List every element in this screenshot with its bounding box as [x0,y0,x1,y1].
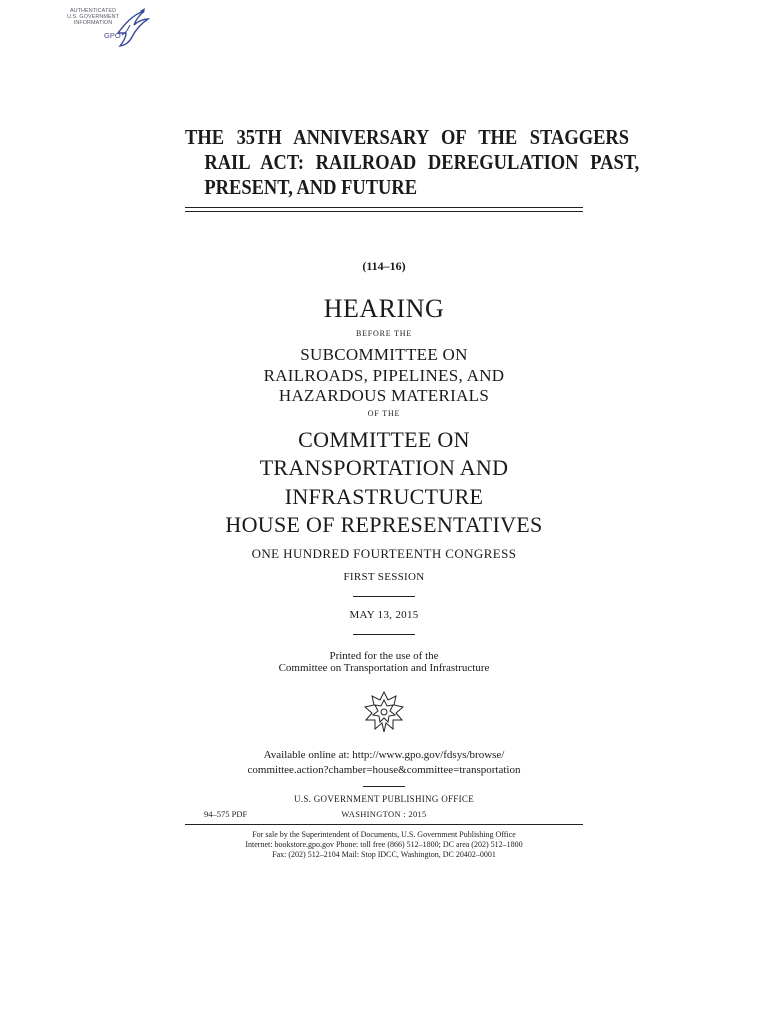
committee-line-3: INFRASTRUCTURE [284,484,484,509]
divider [353,596,415,597]
title-rule-bottom [185,211,583,212]
divider [353,634,415,635]
subcommittee-line-1: SUBCOMMITTEE ON [300,345,468,364]
logo-text-line: INFORMATION [73,20,113,26]
printed-for-line-1: Printed for the use of the [329,650,439,662]
document-number: 94–575 PDF [204,809,248,819]
sale-info-line-2: Internet: bookstore.gpo.gov Phone: toll free (866) 512–1800; DC area (202) 512–1800 [245,840,523,849]
before-the-label: BEFORE THE [355,329,413,338]
government-seal-icon [362,690,406,734]
footer-rule [185,824,583,825]
committee-line-2: TRANSPORTATION AND [259,455,509,480]
subcommittee-line-3: HAZARDOUS MATERIALS [278,386,490,405]
session-label: FIRST SESSION [343,571,425,583]
logo-text-line: U.S. GOVERNMENT [66,14,120,20]
document-title [185,125,640,200]
publication-location: WASHINGTON : 2015 [341,809,427,819]
committee-line-1: COMMITTEE ON [298,427,470,452]
sale-info-line-3: Fax: (202) 512–2104 Mail: Stop IDCC, Washington, DC 20402–0001 [272,850,496,859]
title-rule-top [185,207,583,208]
committee-line-4: HOUSE OF REPRESENTATIVES [225,512,543,537]
available-online-line-1: Available online at: http://www.gpo.gov/fdsys/browse/ [263,749,505,761]
hearing-heading: HEARING [323,294,445,323]
congress-label: ONE HUNDRED FOURTEENTH CONGRESS [251,546,517,561]
publishing-office: U.S. GOVERNMENT PUBLISHING OFFICE [294,794,474,804]
serial-number: (114–16) [362,259,406,273]
divider [363,786,405,787]
eagle-icon [114,5,150,47]
logo-text-line: AUTHENTICATED [69,8,117,14]
title-line-3: PRESENT, AND FUTURE [204,175,418,199]
of-the-label: OF THE [367,409,401,418]
title-line-1: THE 35TH ANNIVERSARY OF THE STAGGERS [185,125,630,149]
logo-gpo-text: GPO [104,31,121,40]
available-online-line-2: committee.action?chamber=house&committee=transportation [247,764,521,776]
gpo-authenticated-logo [60,5,150,47]
sale-info-line-1: For sale by the Superintendent of Documents, U.S. Government Publishing Office [252,830,516,839]
hearing-date: MAY 13, 2015 [349,609,419,621]
title-line-2: RAIL ACT: RAILROAD DEREGULATION PAST, [204,150,640,174]
printed-for-line-2: Committee on Transportation and Infrastructure [278,662,490,674]
subcommittee-line-2: RAILROADS, PIPELINES, AND [263,366,505,385]
